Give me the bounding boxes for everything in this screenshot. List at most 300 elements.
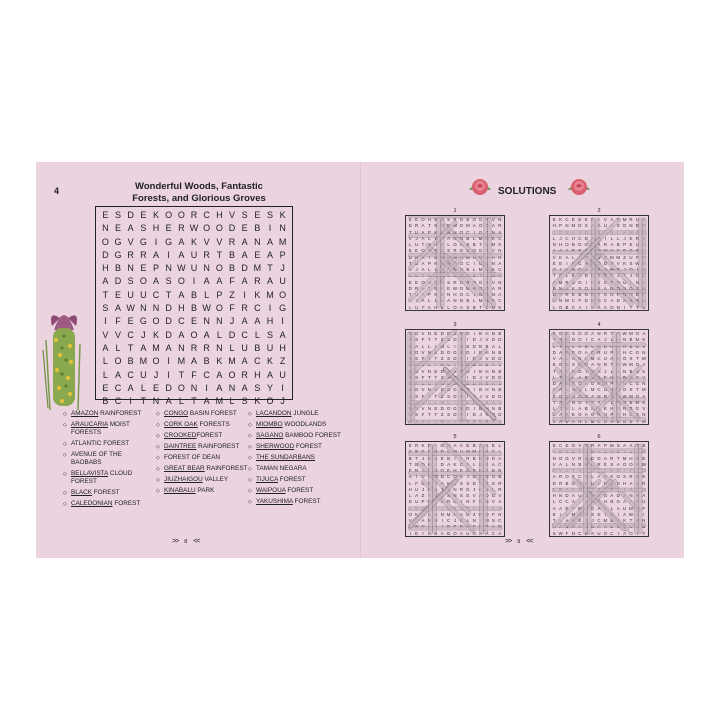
solution-letter: E: [616, 486, 620, 492]
solution-letter: L: [421, 362, 425, 368]
solution-letter: T: [408, 461, 412, 467]
solution-letter: E: [578, 248, 582, 254]
solution-letter: R: [629, 217, 633, 222]
solution-letter: A: [427, 474, 431, 480]
solution-letter: N: [623, 399, 627, 405]
solution-letter: K: [597, 343, 601, 349]
solution-letter: I: [604, 511, 606, 517]
solution-letter: C: [427, 449, 431, 455]
solution-letter: M: [641, 418, 646, 424]
grid-letter: F: [191, 369, 197, 380]
grid-letter: E: [165, 223, 172, 234]
solution-letter: C: [610, 530, 614, 536]
solution-letter: T: [434, 499, 438, 505]
solution-letter: A: [603, 524, 607, 530]
solution-letter: A: [447, 235, 451, 241]
solution-letter: V: [491, 499, 495, 505]
solution-letter: O: [622, 387, 627, 393]
grid-letter: D: [165, 303, 172, 314]
solution-letter: O: [472, 248, 476, 254]
grid-letter: L: [102, 356, 108, 367]
plant-illustration: [40, 300, 86, 412]
solution-letter: N: [584, 486, 588, 492]
solution-letter: E: [408, 217, 412, 222]
solution-letter: O: [635, 362, 640, 368]
solution-letter: W: [452, 254, 458, 260]
grid-letter: A: [152, 249, 159, 260]
solution-letter: H: [453, 292, 457, 297]
solution-letter: A: [415, 362, 419, 368]
grid-letter: A: [241, 382, 248, 393]
solution-letter: G: [478, 260, 483, 266]
solution-letter: K: [559, 254, 563, 260]
solution-letter: O: [558, 362, 563, 368]
solution-letter: M: [635, 337, 640, 343]
solution-letter: L: [610, 337, 614, 343]
solution-letter: B: [578, 461, 582, 467]
grid-letter: K: [254, 396, 261, 407]
solution-letter: W: [577, 505, 582, 511]
solution-letter: V: [552, 461, 556, 467]
grid-letter: T: [102, 289, 109, 300]
solution-letter: N: [629, 223, 633, 229]
solution-letter: I: [435, 418, 437, 424]
solution-letter: A: [459, 443, 463, 448]
solution-letter: A: [597, 337, 601, 343]
solution-letter: N: [427, 368, 431, 374]
grid-letter: N: [102, 223, 109, 234]
solution-1: [405, 208, 505, 311]
solution-letter: A: [578, 273, 582, 279]
solution-letter: L: [565, 356, 569, 361]
solution-letter: D: [616, 285, 620, 291]
solution-letter: S: [616, 349, 620, 355]
solution-letter: H: [427, 461, 431, 467]
solution-letter: E: [415, 530, 419, 536]
solution-letter: O: [485, 223, 489, 229]
solution-letter: V: [584, 511, 588, 517]
solution-letter: L: [428, 468, 431, 473]
word-list-text: BELLAVISTA CLOUD FOREST: [71, 470, 133, 485]
grid-letter: K: [152, 210, 159, 220]
grid-letter: G: [114, 249, 122, 260]
solution-letter: R: [447, 499, 451, 505]
grid-letter: A: [241, 356, 248, 367]
diamond-bullet-icon: ◇: [248, 444, 252, 450]
solution-letter: E: [552, 362, 556, 368]
grid-letter: O: [190, 329, 198, 340]
grid-letter: U: [140, 289, 147, 300]
solution-letter: S: [447, 337, 451, 343]
solution-letter: A: [408, 343, 412, 349]
solution-letter: D: [440, 474, 444, 480]
solution-letter: F: [421, 393, 425, 399]
word-list-text: WAIPOUA FOREST: [256, 487, 314, 494]
solution-letter: I: [454, 399, 456, 405]
solution-letter: B: [466, 298, 470, 304]
solution-letter: N: [616, 374, 620, 380]
solution-letter: R: [559, 480, 563, 486]
solution-letter: A: [610, 387, 614, 393]
solution-letter: I: [553, 229, 555, 235]
word-list-text: TIJUCA FOREST: [256, 476, 306, 483]
solution-letter: T: [572, 468, 575, 473]
solution-letter: T: [610, 331, 614, 336]
solution-loop: [445, 369, 494, 418]
grid-letter: A: [216, 369, 223, 380]
solution-letter: A: [491, 343, 495, 349]
grid-letter: V: [228, 210, 235, 220]
solution-letter: I: [623, 486, 626, 492]
solution-letter: K: [571, 273, 575, 279]
grid-letter: S: [266, 210, 273, 220]
solution-letter: D: [472, 381, 476, 386]
solution-2: [549, 208, 649, 311]
grid-letter: H: [279, 342, 286, 353]
solution-letter: A: [440, 235, 444, 241]
solution-letter: L: [584, 356, 588, 361]
solution-letter: I: [585, 337, 587, 343]
solution-letter: O: [446, 387, 451, 393]
solution-letter: L: [434, 267, 438, 272]
solution-letter: E: [610, 524, 614, 530]
solution-letter: L: [421, 343, 425, 349]
solution-loops: [406, 330, 504, 424]
solution-letter: R: [571, 248, 575, 254]
solution-letter: O: [558, 229, 563, 235]
solution-letter: N: [491, 331, 495, 336]
rose-icon: [566, 176, 592, 198]
solution-letter: U: [635, 524, 639, 530]
grid-letter: E: [127, 316, 134, 327]
solution-letter: R: [453, 279, 457, 285]
diamond-bullet-icon: ◇: [248, 422, 252, 428]
solution-letter: E: [447, 285, 451, 291]
solution-letter: H: [427, 279, 431, 285]
grid-letter: Y: [266, 382, 273, 393]
grid-letter: M: [152, 342, 160, 353]
solution-letter: N: [559, 285, 563, 291]
solution-letter: J: [479, 356, 482, 361]
solution-letter: U: [591, 480, 595, 486]
solution-letter: W: [641, 461, 646, 467]
solution-letter: I: [623, 273, 626, 279]
solution-letter: E: [610, 486, 614, 492]
solution-letter: L: [408, 273, 412, 279]
solution-letter: D: [440, 387, 444, 393]
solution-letter: N: [491, 260, 495, 266]
solution-letter: A: [584, 260, 588, 266]
word-list-text: AVENUE OF THE BAOBABS: [71, 451, 122, 466]
solution-letter: M: [635, 486, 640, 492]
solution-letter: R: [415, 254, 419, 260]
solution-letter: U: [623, 292, 627, 297]
diamond-bullet-icon: ◇: [156, 444, 160, 450]
solution-letter: E: [459, 468, 463, 473]
solution-letter: V: [642, 374, 646, 380]
grid-letter: E: [102, 210, 109, 220]
grid-letter: I: [268, 303, 272, 314]
solution-letter: A: [559, 368, 563, 374]
underlined-keyword: TIJUCA: [256, 476, 279, 483]
solution-letter: F: [421, 356, 425, 361]
solution-letter: A: [616, 399, 620, 405]
solution-number: 2: [597, 208, 601, 214]
solution-letter: O: [478, 254, 483, 260]
solution-letter: M: [629, 331, 633, 336]
solution-letter: B: [610, 499, 614, 505]
grid-letter: M: [266, 289, 274, 300]
grid-letter: O: [152, 316, 160, 327]
solution-letter: D: [603, 260, 607, 266]
solution-letter: U: [415, 273, 419, 279]
solution-letter: G: [453, 349, 457, 355]
solution-letter: B: [466, 235, 470, 241]
solution-letter: N: [453, 486, 457, 492]
solution-letter: A: [571, 418, 575, 424]
solution-letter: P: [610, 412, 614, 418]
solution-letter: E: [434, 248, 438, 254]
solution-letter: C: [603, 468, 607, 473]
solution-letter: V: [491, 217, 495, 222]
solution-letter: B: [485, 343, 489, 349]
solution-letter: E: [597, 511, 601, 517]
solution-letter: A: [491, 254, 495, 260]
solution-letter: L: [552, 343, 556, 349]
solution-letter: R: [584, 443, 588, 448]
solution-letter: T: [616, 455, 620, 461]
solution-letter: B: [629, 399, 633, 405]
solution-letter: H: [485, 387, 489, 393]
solution-letter: A: [642, 248, 646, 254]
solution-letter: U: [642, 499, 646, 505]
solution-letter: K: [434, 229, 438, 235]
solution-letter: H: [623, 480, 627, 486]
word-list-item: [248, 432, 343, 440]
solution-letter: T: [434, 337, 438, 343]
solution-letter: T: [479, 242, 482, 247]
grid-letter: G: [139, 236, 147, 247]
solution-letter: G: [478, 229, 483, 235]
solution-letter: T: [434, 356, 438, 361]
solution-letter: O: [565, 474, 569, 480]
solution-letter: A: [440, 530, 444, 536]
solution-letter: L: [485, 486, 489, 492]
solution-letter: K: [491, 267, 495, 272]
solution-letter: K: [498, 273, 502, 279]
solution-letter: B: [472, 304, 476, 310]
solution-letter: A: [565, 248, 569, 254]
solution-letter: S: [415, 393, 419, 399]
solution-letter: O: [446, 406, 451, 411]
grid-letter: A: [140, 342, 147, 353]
grid-letter: E: [190, 316, 197, 327]
word-list-item: [248, 443, 343, 451]
solution-letter: B: [466, 267, 470, 272]
solution-letter: T: [428, 374, 431, 380]
solution-letter: I: [441, 524, 443, 530]
solution-letter: I: [435, 399, 437, 405]
solution-letter: A: [559, 349, 563, 355]
solution-letter: K: [635, 461, 639, 467]
solution-letter: U: [603, 412, 607, 418]
solution-letter: G: [453, 368, 457, 374]
solution-letter: H: [635, 493, 639, 498]
solution-letter: L: [428, 267, 431, 272]
solution-letter: B: [498, 474, 502, 480]
solution-letter: F: [415, 480, 418, 486]
solution-letter: E: [434, 254, 438, 260]
solution-letter: A: [447, 267, 451, 272]
solution-letter: A: [623, 530, 627, 536]
solution-letter: M: [421, 511, 425, 517]
solution-letter: E: [578, 217, 582, 222]
solution-letter: A: [552, 279, 556, 285]
solution-letter: A: [559, 356, 563, 361]
grid-letter: A: [178, 289, 185, 300]
solution-letter: J: [559, 235, 562, 241]
solution-letter: E: [552, 511, 556, 517]
solution-letter: E: [635, 248, 639, 254]
solution-letter: K: [597, 279, 601, 285]
solution-letter: D: [440, 493, 444, 498]
solution-letter: A: [642, 279, 646, 285]
solution-grid: [405, 215, 505, 311]
word-list-item: [63, 500, 153, 508]
grid-letter: W: [189, 223, 199, 234]
solution-letter: C: [559, 499, 563, 505]
solution-letter: C: [485, 292, 489, 297]
solution-letter: T: [629, 518, 633, 523]
solution-letter: O: [610, 304, 614, 310]
solution-letter: K: [434, 260, 438, 266]
solution-letter: H: [591, 285, 595, 291]
grid-letter: N: [165, 263, 172, 274]
solution-letter: E: [408, 248, 412, 254]
solution-letter: I: [454, 418, 456, 424]
solution-letter: S: [447, 217, 451, 222]
solution-letter: S: [466, 304, 470, 310]
solution-letter: A: [565, 486, 569, 492]
solution-letter: G: [629, 285, 633, 291]
grid-letter: B: [190, 289, 197, 300]
grid-letter: A: [266, 249, 273, 260]
solution-letter: L: [447, 304, 450, 310]
solution-letter: O: [584, 474, 588, 480]
solution-letter: G: [466, 468, 470, 473]
solution-letter: H: [434, 449, 438, 455]
solution-letter: A: [498, 229, 502, 235]
solution-letter: O: [446, 331, 451, 336]
solution-letter: S: [447, 356, 451, 361]
solution-letter: R: [427, 443, 431, 448]
solution-letter: A: [578, 343, 582, 349]
solution-letter: F: [460, 356, 463, 361]
solution-letter: O: [552, 468, 556, 473]
word-list-item: [63, 440, 153, 448]
solution-letter: L: [428, 343, 431, 349]
grid-letter: A: [165, 342, 172, 353]
solution-letter: V: [421, 406, 425, 411]
solution-letter: C: [479, 449, 483, 455]
grid-letter: O: [177, 276, 185, 287]
solution-letter: A: [491, 285, 495, 291]
solution-letter: G: [478, 248, 483, 254]
solution-letter: R: [578, 455, 582, 461]
solution-letter: I: [435, 443, 437, 448]
solution-letter: C: [559, 273, 563, 279]
grid-letter: A: [102, 342, 109, 353]
solution-letter: V: [498, 493, 502, 498]
solution-letter: R: [616, 217, 620, 222]
solution-letter: T: [623, 524, 626, 530]
solution-letter: A: [623, 511, 627, 517]
solution-letter: T: [440, 486, 444, 492]
solution-letter: E: [440, 273, 444, 279]
solution-letter: K: [603, 486, 607, 492]
solution-letter: S: [440, 229, 444, 235]
solution-letter: B: [635, 223, 639, 229]
grid-letter: I: [243, 289, 246, 300]
solution-letter: S: [415, 356, 419, 361]
solution-letter: O: [635, 393, 640, 399]
solution-letter: L: [584, 418, 588, 424]
solution-letter: R: [597, 461, 601, 467]
solution-letter: B: [559, 486, 563, 492]
solution-letter: M: [440, 343, 445, 349]
solution-letter: O: [498, 505, 502, 511]
solution-letter: W: [558, 530, 563, 536]
word-list-text: YAKUSHIMA FOREST: [256, 498, 321, 505]
solution-letter: L: [447, 399, 450, 405]
grid-letter: M: [228, 356, 236, 367]
solution-letter: T: [591, 267, 594, 272]
solution-letter: G: [578, 242, 582, 247]
grid-letter: A: [203, 329, 210, 340]
solution-letter: I: [467, 412, 469, 418]
solution-letter: J: [453, 518, 457, 523]
grid-letter: M: [278, 236, 287, 247]
solution-letter: S: [479, 443, 483, 448]
solution-letter: E: [552, 393, 556, 399]
grid-letter: H: [216, 210, 223, 220]
solution-letter: B: [485, 418, 489, 424]
solution-letter: F: [472, 499, 476, 505]
solution-letter: N: [447, 292, 451, 297]
grid-letter: I: [205, 382, 208, 393]
solution-letter: B: [498, 387, 502, 393]
solution-letter: E: [552, 443, 556, 448]
solution-letter: A: [459, 242, 463, 247]
solution-letter: U: [591, 461, 595, 467]
solution-letter: U: [603, 387, 607, 393]
solution-letter: I: [435, 381, 437, 386]
solution-letter: E: [415, 279, 419, 285]
grid-letter: R: [190, 342, 198, 353]
solution-letter: V: [578, 229, 582, 235]
solution-letter: O: [421, 279, 425, 285]
solution-letter: A: [559, 399, 563, 405]
solution-letter: J: [604, 337, 607, 343]
solution-letter: D: [479, 505, 483, 511]
solution-letter: A: [559, 248, 563, 254]
grid-letter: R: [190, 210, 198, 220]
solution-letter: D: [578, 223, 582, 229]
grid-letter: I: [268, 223, 272, 234]
solution-letter: N: [597, 362, 601, 368]
solution-letter: B: [466, 279, 470, 285]
grid-letter: O: [279, 289, 287, 300]
